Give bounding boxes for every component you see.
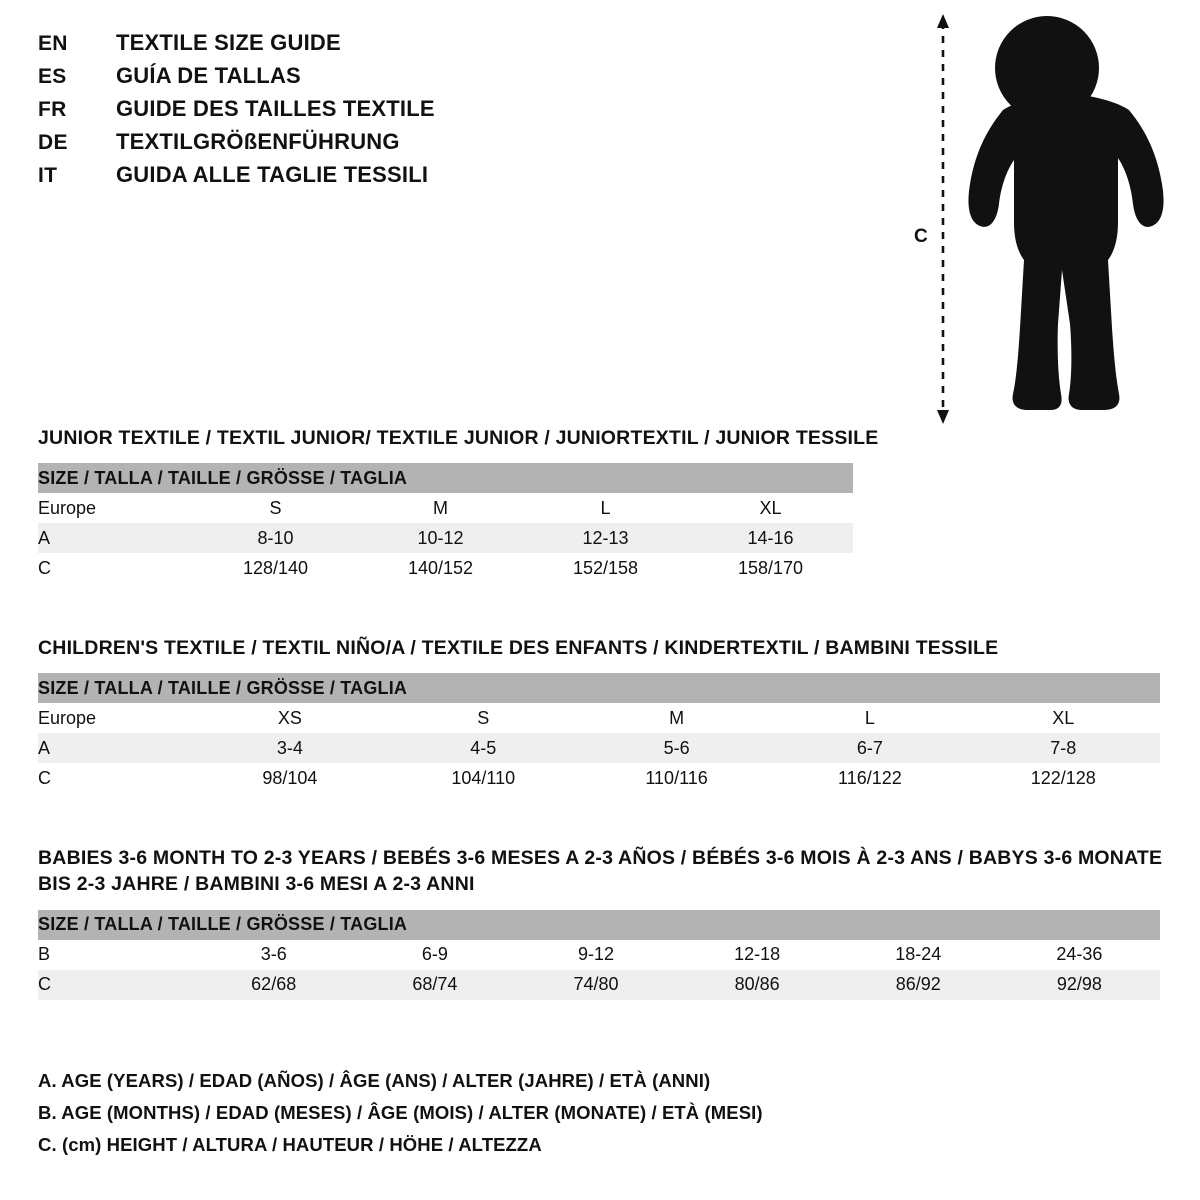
row-c-value-2: 68/74 — [354, 970, 515, 1000]
size-col-2: S — [387, 703, 580, 733]
size-col-4: L — [773, 703, 966, 733]
region-label: Europe — [38, 703, 193, 733]
language-code: EN — [38, 32, 68, 55]
size-header-label: SIZE / TALLA / TAILLE / GRÖSSE / TAGLIA — [38, 910, 1160, 940]
region-label: Europe — [38, 493, 193, 523]
row-c-value-4: 158/170 — [688, 553, 853, 583]
language-row — [38, 96, 658, 129]
child-silhouette-svg — [900, 8, 1180, 428]
size-col-1: S — [193, 493, 358, 523]
row-b-value-1: 3-6 — [193, 940, 354, 970]
legend-line-c: C. (cm) HEIGHT / ALTURA / HAUTEUR / HÖHE / ALTEZZA — [38, 1134, 542, 1155]
table-row — [38, 493, 853, 523]
row-b-value-6: 24-36 — [999, 940, 1160, 970]
language-title: TEXTILE SIZE GUIDE — [116, 30, 341, 55]
row-label-c: C — [38, 763, 193, 793]
row-c-value-4: 80/86 — [677, 970, 838, 1000]
table-row — [38, 763, 1160, 793]
section-title-children: CHILDREN'S TEXTILE / TEXTIL NIÑO/A / TEXTILE DES ENFANTS / KINDERTEXTIL / BAMBINI TESSILE — [38, 637, 999, 659]
section-babies — [38, 845, 1163, 1000]
row-a-value-1: 8-10 — [193, 523, 358, 553]
row-a-value-5: 7-8 — [967, 733, 1160, 763]
section-junior — [38, 425, 1163, 583]
section-children — [38, 635, 1163, 793]
row-label-a: A — [38, 733, 193, 763]
language-row — [38, 162, 658, 195]
table-row — [38, 523, 853, 553]
child-body-shape — [968, 16, 1163, 410]
size-header-label: SIZE / TALLA / TAILLE / GRÖSSE / TAGLIA — [38, 673, 1160, 703]
row-a-value-2: 4-5 — [387, 733, 580, 763]
row-c-value-5: 122/128 — [967, 763, 1160, 793]
row-b-value-2: 6-9 — [354, 940, 515, 970]
size-col-1: XS — [193, 703, 386, 733]
table-row — [38, 703, 1160, 733]
row-c-value-6: 92/98 — [999, 970, 1160, 1000]
row-a-value-1: 3-4 — [193, 733, 386, 763]
size-col-4: XL — [688, 493, 853, 523]
size-col-3: M — [580, 703, 773, 733]
size-col-2: M — [358, 493, 523, 523]
measure-label-c: C — [914, 226, 928, 247]
children-size-table — [38, 673, 1160, 793]
language-title: GUIDE DES TAILLES TEXTILE — [116, 96, 435, 121]
language-row — [38, 129, 658, 162]
junior-size-table — [38, 463, 853, 583]
row-c-value-3: 152/158 — [523, 553, 688, 583]
row-c-value-1: 98/104 — [193, 763, 386, 793]
language-title: GUÍA DE TALLAS — [116, 63, 301, 88]
row-a-value-2: 10-12 — [358, 523, 523, 553]
size-col-5: XL — [967, 703, 1160, 733]
height-measure-line — [937, 14, 949, 424]
language-title-list — [38, 30, 658, 195]
language-code: FR — [38, 98, 67, 121]
table-row — [38, 553, 853, 583]
row-b-value-5: 18-24 — [838, 940, 999, 970]
row-a-value-3: 5-6 — [580, 733, 773, 763]
table-row — [38, 733, 1160, 763]
row-label-a: A — [38, 523, 193, 553]
section-title-junior: JUNIOR TEXTILE / TEXTIL JUNIOR/ TEXTILE JUNIOR / JUNIORTEXTIL / JUNIOR TESSILE — [38, 427, 879, 449]
row-c-value-3: 74/80 — [515, 970, 676, 1000]
row-c-value-1: 62/68 — [193, 970, 354, 1000]
row-b-value-4: 12-18 — [677, 940, 838, 970]
language-row — [38, 63, 658, 96]
table-row — [38, 970, 1160, 1000]
row-label-c: C — [38, 970, 193, 1000]
table-header-row — [38, 463, 853, 493]
language-row — [38, 30, 658, 63]
legend-block — [38, 1065, 1038, 1161]
language-title: TEXTILGRÖßENFÜHRUNG — [116, 129, 400, 154]
size-col-3: L — [523, 493, 688, 523]
legend-line-a: A. AGE (YEARS) / EDAD (AÑOS) / ÂGE (ANS) / ALTER (JAHRE) / ETÀ (ANNI) — [38, 1070, 711, 1091]
language-code: IT — [38, 164, 58, 187]
table-row — [38, 940, 1160, 970]
height-figure — [900, 8, 1180, 428]
row-c-value-2: 104/110 — [387, 763, 580, 793]
row-b-value-3: 9-12 — [515, 940, 676, 970]
section-title-babies: BABIES 3-6 MONTH TO 2-3 YEARS / BEBÉS 3-6 MESES A 2-3 AÑOS / BÉBÉS 3-6 MOIS À 2-3 ANS / BABYS 3-6 MONATE BIS 2-3 JAHRE / BAMBINI 3-6 MESI A 2-3 ANNI — [38, 847, 1163, 896]
babies-size-table — [38, 910, 1160, 1000]
row-c-value-4: 116/122 — [773, 763, 966, 793]
row-c-value-2: 140/152 — [358, 553, 523, 583]
row-c-value-1: 128/140 — [193, 553, 358, 583]
row-label-b: B — [38, 940, 193, 970]
size-header-label: SIZE / TALLA / TAILLE / GRÖSSE / TAGLIA — [38, 463, 853, 493]
legend-line-b: B. AGE (MONTHS) / EDAD (MESES) / ÂGE (MOIS) / ALTER (MONATE) / ETÀ (MESI) — [38, 1102, 763, 1123]
row-a-value-3: 12-13 — [523, 523, 688, 553]
row-c-value-5: 86/92 — [838, 970, 999, 1000]
language-code: DE — [38, 131, 68, 154]
language-title: GUIDA ALLE TAGLIE TESSILI — [116, 162, 429, 187]
table-header-row — [38, 673, 1160, 703]
row-c-value-3: 110/116 — [580, 763, 773, 793]
row-label-c: C — [38, 553, 193, 583]
row-a-value-4: 14-16 — [688, 523, 853, 553]
row-a-value-4: 6-7 — [773, 733, 966, 763]
table-header-row — [38, 910, 1160, 940]
language-code: ES — [38, 65, 67, 88]
